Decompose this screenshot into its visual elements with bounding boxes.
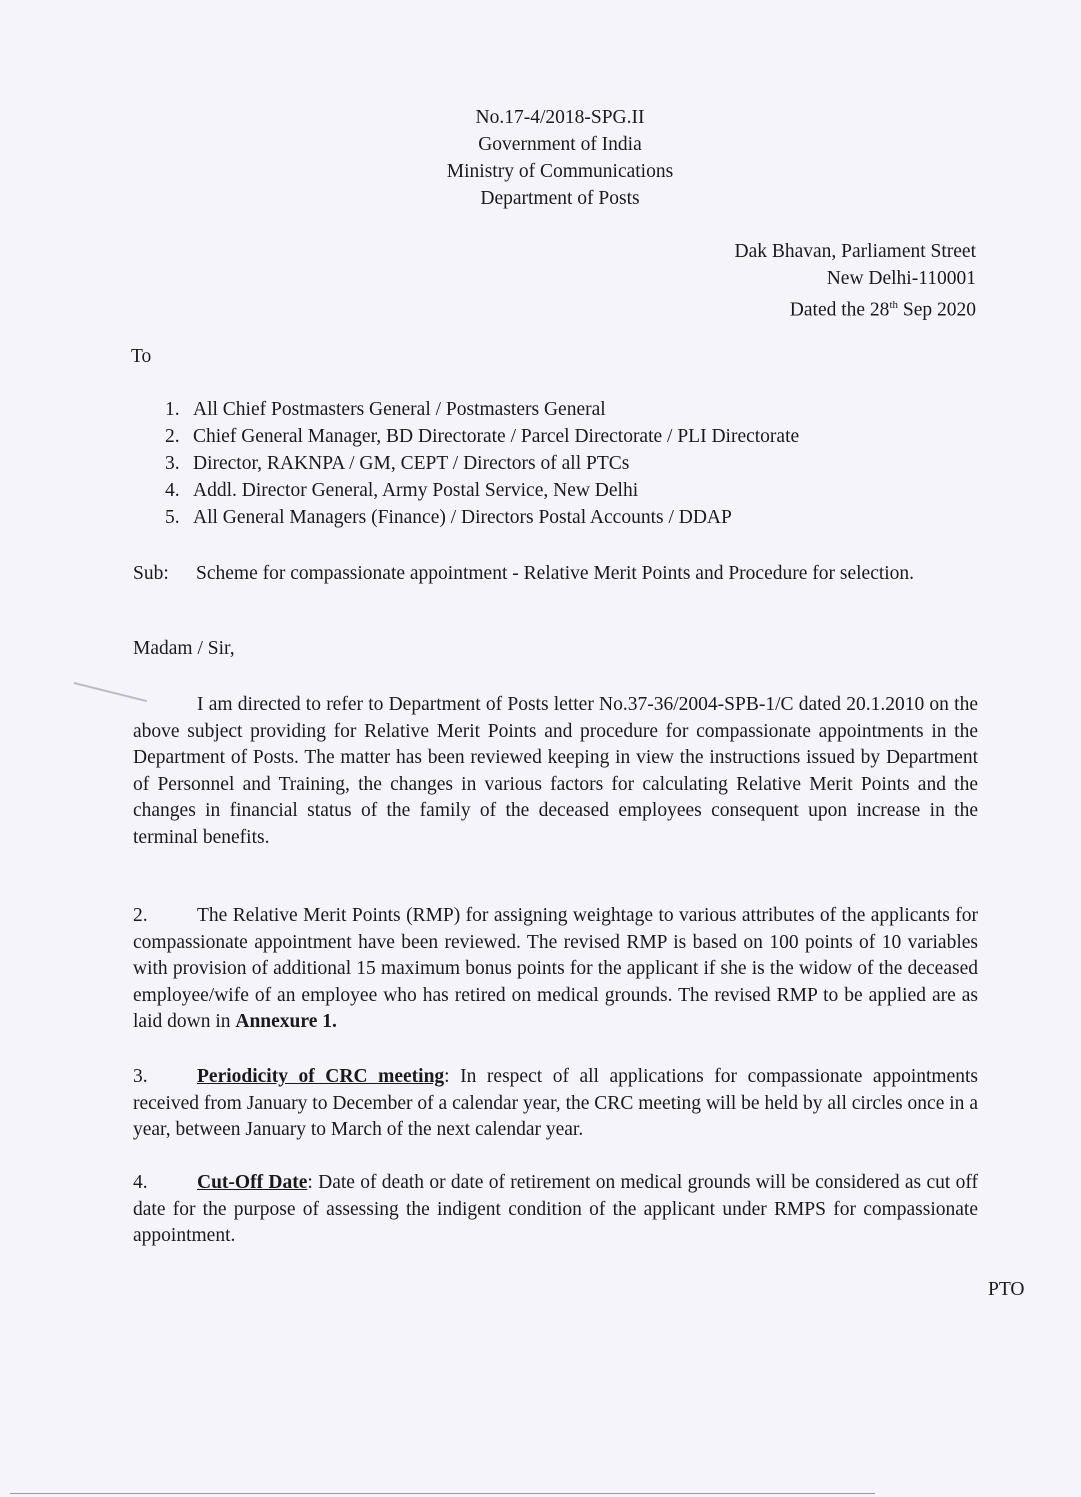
paragraph-number: 3. (133, 1066, 148, 1087)
paragraph-4-text: : Date of death or date of retirement on medical grounds will be considered as cut off date for the purpose of assessing the indigent condition of the applicant under RMPS for compassionate appointment. (133, 1172, 978, 1246)
letter-date (734, 292, 976, 324)
date-rest: Sep 2020 (898, 299, 976, 321)
government-name: Government of India (478, 134, 642, 155)
recipient-number: 3. (165, 453, 180, 474)
date-prefix: Dated the 28 (789, 299, 890, 321)
department-name: Department of Posts (480, 188, 640, 209)
salutation: Madam / Sir, (133, 638, 235, 659)
recipient-text: Addl. Director General, Army Postal Service, New Delhi (193, 480, 639, 501)
paragraph-number: 2. (133, 905, 148, 926)
recipient-number: 5. (165, 507, 180, 528)
paragraph-heading: Cut-Off Date (197, 1172, 308, 1193)
letter-header (380, 104, 740, 212)
ministry-name: Ministry of Communications (446, 161, 674, 182)
recipient-text: Director, RAKNPA / GM, CEPT / Directors of all PTCs (193, 453, 630, 474)
recipient-text: All General Managers (Finance) / Directors Postal Accounts / DDAP (193, 507, 732, 528)
subject-label: Sub: (133, 563, 169, 584)
recipient-number: 4. (165, 480, 180, 501)
recipient-item (165, 450, 799, 477)
recipient-text: All Chief Postmasters General / Postmasters General (193, 399, 606, 420)
paragraph-3-text: : In respect of all applications for compassionate appointments received from January to December of a calendar year, the CRC meeting will be held by all circles once in a year, between January to March of the next calendar year. (133, 1066, 978, 1140)
recipient-text: Chief General Manager, BD Directorate / Parcel Directorate / PLI Directorate (193, 426, 800, 447)
recipient-item (165, 423, 799, 450)
paragraph-number: 4. (133, 1172, 148, 1193)
to-label: To (131, 346, 152, 367)
subject-text: Scheme for compassionate appointment - Relative Merit Points and Procedure for selection. (196, 563, 915, 584)
recipient-list (165, 396, 799, 531)
recipient-item (165, 477, 799, 504)
paragraph-1-text: I am directed to refer to Department of Posts letter No.37-36/2004-SPB-1/C dated 20.1.2010 on the above subject providing for Relative Merit Points and procedure for compassionate appointments in the Department of Posts. The matter has been reviewed keeping in view the instructions issued by Department of Personnel and Training, the changes in various factors for calculating Relative Merit Points and the changes in financial status of the family of the deceased employees consequent upon increase in the terminal benefits. (133, 694, 978, 848)
address-line-1: Dak Bhavan, Parliament Street (734, 241, 976, 262)
page-bottom-edge (10, 1493, 875, 1494)
paragraph-1 (133, 692, 978, 851)
address-line-2: New Delhi-110001 (826, 268, 976, 289)
recipient-number: 1. (165, 399, 180, 420)
sender-address (734, 238, 976, 324)
date-ordinal: th (889, 299, 898, 311)
annexure-reference: Annexure 1. (235, 1011, 337, 1032)
recipient-item (165, 504, 799, 531)
recipient-number: 2. (165, 426, 180, 447)
paragraph-2 (133, 903, 978, 1036)
paragraph-3 (133, 1064, 978, 1144)
recipient-item (165, 396, 799, 423)
reference-number: No.17-4/2018-SPG.II (475, 107, 645, 128)
paragraph-heading: Periodicity of CRC meeting (197, 1066, 445, 1087)
paragraph-4 (133, 1170, 978, 1250)
subject-line (133, 560, 978, 587)
paragraph-2-text: The Relative Merit Points (RMP) for assigning weightage to various attributes of the applicants for compassionate appointment have been reviewed. The revised RMP is based on 100 points of 10 variables with provision of additional 15 maximum bonus points for the applicant if she is the widow of the deceased employee/wife of an employee who has retired on medical grounds. The revised RMP to be applied are as laid down in (133, 905, 978, 1032)
pto-marker: PTO (988, 1279, 1025, 1300)
